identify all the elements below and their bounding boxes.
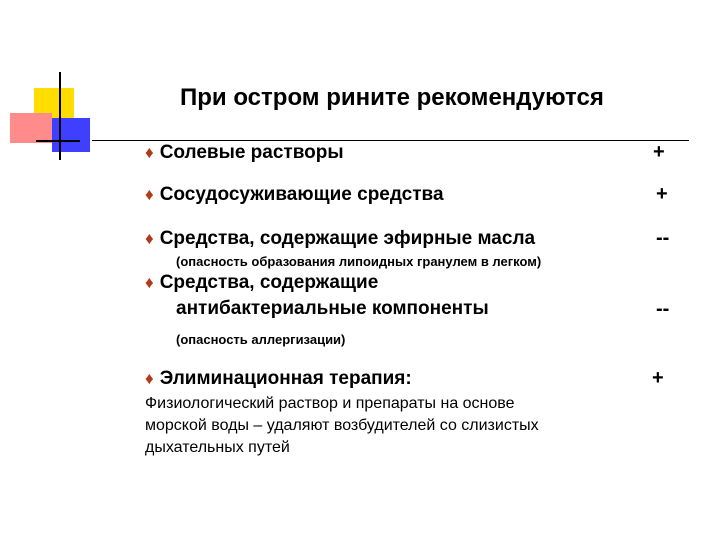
bullet-icon: ♦ xyxy=(145,369,154,388)
item-label: Элиминационная терапия: xyxy=(159,368,412,389)
item-mark: + xyxy=(652,367,664,389)
item-label: Сосудосуживающие средства xyxy=(159,184,444,205)
item-note: (опасность образования липоидных гранулем в легком) xyxy=(176,254,542,269)
corner-logo xyxy=(0,0,110,170)
list-item-antibacterial xyxy=(145,272,378,294)
bullet-icon: ♦ xyxy=(145,229,154,248)
item-label: Средства, содержащие xyxy=(159,272,379,293)
item-mark: -- xyxy=(656,227,670,249)
logo-horizontal-line xyxy=(36,140,80,142)
item-mark: -- xyxy=(656,298,670,320)
body-line: Физиологический раствор и препараты на основе xyxy=(145,395,515,412)
list-item-essential-oils xyxy=(145,228,535,250)
list-item-elimination-therapy xyxy=(145,368,412,390)
body-line: дыхательных путей xyxy=(145,439,290,456)
item-note: (опасность аллергизации) xyxy=(176,332,346,347)
bullet-icon: ♦ xyxy=(145,143,154,162)
item-label: Солевые растворы xyxy=(159,142,344,163)
item-label-continuation: антибактериальные компоненты xyxy=(176,298,489,319)
logo-blue-square xyxy=(52,118,90,152)
item-label: Средства, содержащие эфирные масла xyxy=(159,228,536,249)
body-paragraph xyxy=(145,393,539,459)
logo-vertical-line xyxy=(59,72,61,160)
bullet-icon: ♦ xyxy=(145,185,154,204)
logo-red-square xyxy=(10,113,52,143)
body-line: морской воды – удаляют возбудителей со слизистых xyxy=(145,417,539,434)
list-item-saline xyxy=(145,142,344,164)
item-mark: + xyxy=(653,141,665,163)
slide-title: При остром рините рекомендуются xyxy=(180,84,604,111)
bullet-icon: ♦ xyxy=(145,273,154,292)
title-rule xyxy=(92,140,689,141)
list-item-vasoconstrictors xyxy=(145,184,444,206)
item-mark: + xyxy=(656,183,668,205)
